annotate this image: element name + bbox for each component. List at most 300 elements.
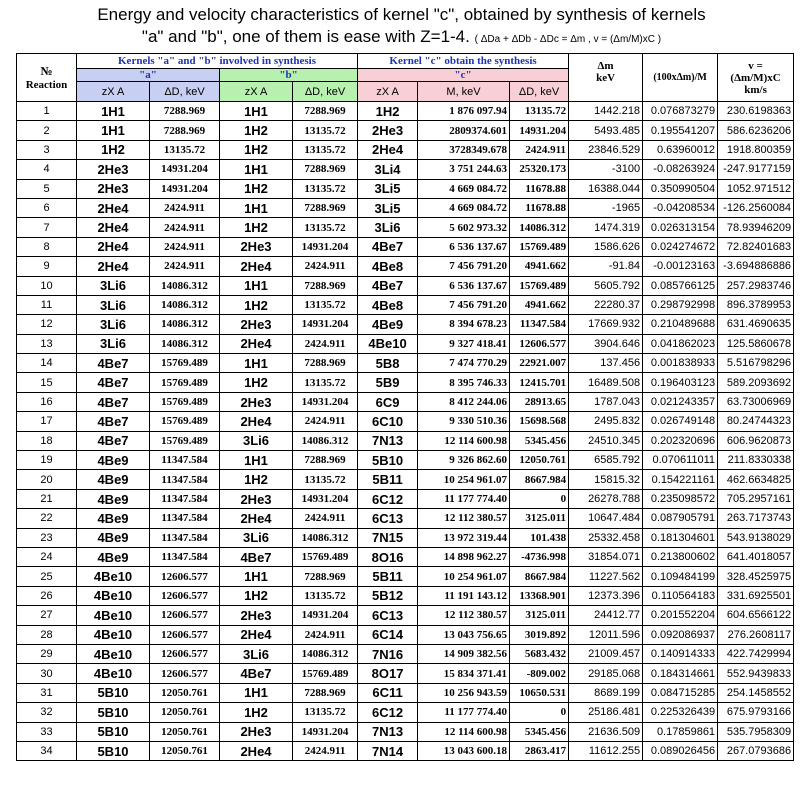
reaction-number-cell: 20 bbox=[17, 470, 77, 489]
velocity-cell: 422.7429994 bbox=[718, 644, 794, 663]
kernel-c-mass-cell: 12 114 600.98 bbox=[418, 722, 510, 741]
ratio-cell: 0.076873279 bbox=[643, 102, 718, 121]
ratio-cell: 0.195541207 bbox=[643, 121, 718, 140]
kernel-b-dd-cell: 7288.969 bbox=[293, 451, 358, 470]
kernel-c-mass-cell: 11 191 143.12 bbox=[418, 586, 510, 605]
kernel-c-dd-cell: 11347.584 bbox=[510, 315, 569, 334]
kernel-c-cell: 3Li5 bbox=[358, 179, 418, 198]
ratio-cell: 0.041862023 bbox=[643, 334, 718, 353]
delta-m-cell: 12373.396 bbox=[569, 586, 643, 605]
kernel-a-cell: 2He3 bbox=[77, 160, 150, 179]
title-line-2 bbox=[0, 26, 803, 51]
kernel-a-dd-cell: 11347.584 bbox=[150, 547, 220, 566]
kernel-a-cell: 4Be7 bbox=[77, 412, 150, 431]
kernel-a-dd-cell: 12606.577 bbox=[150, 567, 220, 586]
table-row bbox=[17, 218, 794, 237]
kernel-c-dd-cell: 5683.432 bbox=[510, 644, 569, 663]
table-row bbox=[17, 237, 794, 256]
kernel-b-dd-cell: 14086.312 bbox=[293, 528, 358, 547]
kernel-a-cell: 4Be10 bbox=[77, 664, 150, 683]
kernel-a-cell: 4Be9 bbox=[77, 509, 150, 528]
kernel-c-mass-cell: 4 669 084.72 bbox=[418, 179, 510, 198]
delta-m-cell: 21636.509 bbox=[569, 722, 643, 741]
reaction-number-cell: 26 bbox=[17, 586, 77, 605]
kernel-c-mass-cell: 7 456 791.20 bbox=[418, 257, 510, 276]
kernel-b-dd-cell: 13135.72 bbox=[293, 121, 358, 140]
kernel-b-cell: 2He3 bbox=[220, 606, 293, 625]
kernel-b-dd-cell: 14931.204 bbox=[293, 392, 358, 411]
table-row bbox=[17, 198, 794, 217]
header-b-dd: ΔD, keV bbox=[293, 82, 358, 102]
kernel-a-cell: 4Be9 bbox=[77, 470, 150, 489]
delta-m-cell: 2495.832 bbox=[569, 412, 643, 431]
ratio-cell: 0.001838933 bbox=[643, 354, 718, 373]
kernel-a-cell: 4Be9 bbox=[77, 528, 150, 547]
kernel-a-dd-cell: 15769.489 bbox=[150, 373, 220, 392]
table-row bbox=[17, 489, 794, 508]
reaction-number-cell: 3 bbox=[17, 140, 77, 159]
kernel-b-cell: 1H1 bbox=[220, 276, 293, 295]
kernel-c-cell: 6C10 bbox=[358, 412, 418, 431]
velocity-cell: 78.93946209 bbox=[718, 218, 794, 237]
reaction-number-cell: 25 bbox=[17, 567, 77, 586]
velocity-cell: 125.5860678 bbox=[718, 334, 794, 353]
velocity-cell: -3.694886886 bbox=[718, 257, 794, 276]
kernel-c-cell: 8O17 bbox=[358, 664, 418, 683]
kernel-b-cell: 2He4 bbox=[220, 741, 293, 760]
header-reaction-no bbox=[17, 54, 77, 102]
kernel-a-cell: 3Li6 bbox=[77, 334, 150, 353]
kernel-a-cell: 3Li6 bbox=[77, 295, 150, 314]
header-velocity bbox=[718, 54, 794, 102]
kernel-b-dd-cell: 14931.204 bbox=[293, 606, 358, 625]
kernel-c-cell: 7N14 bbox=[358, 741, 418, 760]
header-dm-label: Δm bbox=[597, 60, 614, 72]
kernel-a-dd-cell: 7288.969 bbox=[150, 121, 220, 140]
header-a-dd: ΔD, keV bbox=[150, 82, 220, 102]
kernel-b-dd-cell: 13135.72 bbox=[293, 586, 358, 605]
velocity-cell: 80.24744323 bbox=[718, 412, 794, 431]
header-v-unit: km/s bbox=[744, 83, 767, 96]
reaction-number-cell: 33 bbox=[17, 722, 77, 741]
kernel-b-dd-cell: 2424.911 bbox=[293, 257, 358, 276]
ratio-cell: 0.201552204 bbox=[643, 606, 718, 625]
velocity-cell: 586.6236206 bbox=[718, 121, 794, 140]
table-row bbox=[17, 412, 794, 431]
table-row bbox=[17, 295, 794, 314]
table-row bbox=[17, 121, 794, 140]
kernel-b-cell: 4Be7 bbox=[220, 664, 293, 683]
table-row bbox=[17, 315, 794, 334]
delta-m-cell: 5605.792 bbox=[569, 276, 643, 295]
ratio-cell: 0.17859861 bbox=[643, 722, 718, 741]
kernel-c-cell: 7N15 bbox=[358, 528, 418, 547]
kernel-a-dd-cell: 12050.761 bbox=[150, 722, 220, 741]
velocity-cell: 211.8330338 bbox=[718, 451, 794, 470]
table-row bbox=[17, 528, 794, 547]
reaction-number-cell: 19 bbox=[17, 451, 77, 470]
delta-m-cell: 1586.626 bbox=[569, 237, 643, 256]
kernel-c-mass-cell: 12 112 380.57 bbox=[418, 509, 510, 528]
delta-m-cell: -91.84 bbox=[569, 257, 643, 276]
kernel-b-dd-cell: 13135.72 bbox=[293, 218, 358, 237]
kernel-b-cell: 4Be7 bbox=[220, 547, 293, 566]
kernel-a-dd-cell: 11347.584 bbox=[150, 509, 220, 528]
kernel-a-dd-cell: 12606.577 bbox=[150, 606, 220, 625]
kernel-c-cell: 6C13 bbox=[358, 509, 418, 528]
kernel-c-cell: 6C14 bbox=[358, 625, 418, 644]
reaction-number-cell: 15 bbox=[17, 373, 77, 392]
header-c-dd: ΔD, keV bbox=[510, 82, 569, 102]
delta-m-cell: 10647.484 bbox=[569, 509, 643, 528]
kernel-c-mass-cell: 11 177 774.40 bbox=[418, 489, 510, 508]
reaction-number-cell: 5 bbox=[17, 179, 77, 198]
ratio-cell: 0.087905791 bbox=[643, 509, 718, 528]
kernel-a-cell: 4Be7 bbox=[77, 354, 150, 373]
ratio-cell: 0.021243357 bbox=[643, 392, 718, 411]
table-row bbox=[17, 102, 794, 121]
kernel-c-mass-cell: 10 254 961.07 bbox=[418, 470, 510, 489]
reaction-number-cell: 31 bbox=[17, 683, 77, 702]
kernel-b-dd-cell: 7288.969 bbox=[293, 354, 358, 373]
velocity-cell: 328.4525975 bbox=[718, 567, 794, 586]
velocity-cell: 631.4690635 bbox=[718, 315, 794, 334]
ratio-cell: -0.04208534 bbox=[643, 198, 718, 217]
delta-m-cell: 21009.457 bbox=[569, 644, 643, 663]
ratio-cell: 0.225326439 bbox=[643, 703, 718, 722]
kernel-c-mass-cell: 12 112 380.57 bbox=[418, 606, 510, 625]
velocity-cell: 230.6198363 bbox=[718, 102, 794, 121]
velocity-cell: 896.3789953 bbox=[718, 295, 794, 314]
header-v-formula: (Δm/M)xC bbox=[730, 71, 781, 84]
kernel-b-dd-cell: 15769.489 bbox=[293, 547, 358, 566]
kernel-c-mass-cell: 13 043 756.65 bbox=[418, 625, 510, 644]
kernel-c-mass-cell: 2809374.601 bbox=[418, 121, 510, 140]
kernel-c-dd-cell: 15769.489 bbox=[510, 276, 569, 295]
header-ab-group: Kernels "a" and "b" involved in synthesis bbox=[77, 54, 358, 69]
kernel-a-dd-cell: 12606.577 bbox=[150, 625, 220, 644]
kernel-b-cell: 2He4 bbox=[220, 412, 293, 431]
reaction-number-cell: 7 bbox=[17, 218, 77, 237]
kernel-a-dd-cell: 14931.204 bbox=[150, 160, 220, 179]
kernel-c-mass-cell: 9 326 862.60 bbox=[418, 451, 510, 470]
table-row bbox=[17, 276, 794, 295]
header-no-symbol: № bbox=[40, 64, 53, 78]
kernel-c-mass-cell: 8 395 746.33 bbox=[418, 373, 510, 392]
velocity-cell: 254.1458552 bbox=[718, 683, 794, 702]
delta-m-cell: 23846.529 bbox=[569, 140, 643, 159]
table-row bbox=[17, 160, 794, 179]
kernel-b-cell: 1H2 bbox=[220, 470, 293, 489]
reaction-number-cell: 13 bbox=[17, 334, 77, 353]
kernel-c-mass-cell: 9 330 510.36 bbox=[418, 412, 510, 431]
kernel-a-cell: 4Be7 bbox=[77, 431, 150, 450]
kernel-c-dd-cell: 12415.701 bbox=[510, 373, 569, 392]
velocity-cell: 604.6566122 bbox=[718, 606, 794, 625]
kernel-b-dd-cell: 2424.911 bbox=[293, 625, 358, 644]
kernel-c-cell: 4Be10 bbox=[358, 334, 418, 353]
kernel-c-dd-cell: 14931.204 bbox=[510, 121, 569, 140]
reaction-number-cell: 14 bbox=[17, 354, 77, 373]
kernel-c-dd-cell: 3019.892 bbox=[510, 625, 569, 644]
kernel-c-cell: 7N13 bbox=[358, 722, 418, 741]
delta-m-cell: 12011.596 bbox=[569, 625, 643, 644]
velocity-cell: 552.9439833 bbox=[718, 664, 794, 683]
kernel-c-cell: 5B12 bbox=[358, 586, 418, 605]
kernel-a-dd-cell: 14086.312 bbox=[150, 295, 220, 314]
kernel-c-mass-cell: 1 876 097.94 bbox=[418, 102, 510, 121]
kernel-a-dd-cell: 12606.577 bbox=[150, 644, 220, 663]
kernel-c-mass-cell: 14 898 962.27 bbox=[418, 547, 510, 566]
velocity-cell: 257.2983746 bbox=[718, 276, 794, 295]
kernel-c-dd-cell: 0 bbox=[510, 489, 569, 508]
title-formula: ( ΔDa + ΔDb - ΔDc = Δm , v = (Δm/M)xC ) bbox=[474, 34, 662, 45]
kernel-b-cell: 1H1 bbox=[220, 198, 293, 217]
kernel-b-dd-cell: 14931.204 bbox=[293, 722, 358, 741]
kernel-b-cell: 1H1 bbox=[220, 451, 293, 470]
delta-m-cell: 31854.071 bbox=[569, 547, 643, 566]
kernel-b-cell: 1H1 bbox=[220, 354, 293, 373]
kernel-b-cell: 2He3 bbox=[220, 489, 293, 508]
kernel-b-cell: 2He3 bbox=[220, 722, 293, 741]
velocity-cell: 589.2093692 bbox=[718, 373, 794, 392]
delta-m-cell: -1965 bbox=[569, 198, 643, 217]
ratio-cell: 0.202320696 bbox=[643, 431, 718, 450]
kernel-b-dd-cell: 2424.911 bbox=[293, 509, 358, 528]
kernel-c-mass-cell: 14 909 382.56 bbox=[418, 644, 510, 663]
kernel-c-dd-cell: 12606.577 bbox=[510, 334, 569, 353]
table-row bbox=[17, 451, 794, 470]
header-c-zxa: zX A bbox=[358, 82, 418, 102]
reaction-number-cell: 22 bbox=[17, 509, 77, 528]
header-dm-unit: keV bbox=[596, 72, 616, 84]
table-row bbox=[17, 392, 794, 411]
kernel-a-dd-cell: 11347.584 bbox=[150, 451, 220, 470]
ratio-cell: 0.085766125 bbox=[643, 276, 718, 295]
reaction-number-cell: 9 bbox=[17, 257, 77, 276]
kernel-c-dd-cell: 13135.72 bbox=[510, 102, 569, 121]
reaction-number-cell: 21 bbox=[17, 489, 77, 508]
kernel-c-dd-cell: 11678.88 bbox=[510, 198, 569, 217]
kernel-a-dd-cell: 15769.489 bbox=[150, 354, 220, 373]
velocity-cell: -126.2560084 bbox=[718, 198, 794, 217]
kernel-b-dd-cell: 13135.72 bbox=[293, 703, 358, 722]
reaction-number-cell: 6 bbox=[17, 198, 77, 217]
kernel-c-dd-cell: 11678.88 bbox=[510, 179, 569, 198]
table-row bbox=[17, 334, 794, 353]
header-c-group: Kernel "c" obtain the synthesis bbox=[358, 54, 569, 69]
ratio-cell: 0.298792998 bbox=[643, 295, 718, 314]
kernel-c-mass-cell: 12 114 600.98 bbox=[418, 431, 510, 450]
kernel-b-cell: 3Li6 bbox=[220, 528, 293, 547]
table-body bbox=[17, 102, 794, 761]
reaction-number-cell: 27 bbox=[17, 606, 77, 625]
ratio-cell: 0.184314661 bbox=[643, 664, 718, 683]
table-row bbox=[17, 625, 794, 644]
kernel-c-cell: 4Be7 bbox=[358, 276, 418, 295]
ratio-cell: 0.026313154 bbox=[643, 218, 718, 237]
kernel-a-cell: 4Be10 bbox=[77, 644, 150, 663]
velocity-cell: 331.6925501 bbox=[718, 586, 794, 605]
kernel-b-dd-cell: 7288.969 bbox=[293, 160, 358, 179]
table-row bbox=[17, 567, 794, 586]
kernel-a-cell: 2He3 bbox=[77, 179, 150, 198]
kernel-a-dd-cell: 2424.911 bbox=[150, 257, 220, 276]
kernel-b-dd-cell: 7288.969 bbox=[293, 276, 358, 295]
reaction-table bbox=[16, 53, 794, 761]
kernel-c-cell: 5B11 bbox=[358, 567, 418, 586]
velocity-cell: 5.516798296 bbox=[718, 354, 794, 373]
kernel-c-dd-cell: 15769.489 bbox=[510, 237, 569, 256]
table-row bbox=[17, 470, 794, 489]
reaction-number-cell: 8 bbox=[17, 237, 77, 256]
table-row bbox=[17, 140, 794, 159]
kernel-a-cell: 4Be9 bbox=[77, 451, 150, 470]
kernel-c-dd-cell: 5345.456 bbox=[510, 431, 569, 450]
kernel-a-cell: 4Be9 bbox=[77, 547, 150, 566]
velocity-cell: 462.6634825 bbox=[718, 470, 794, 489]
kernel-c-mass-cell: 10 256 943.59 bbox=[418, 683, 510, 702]
kernel-c-cell: 2He4 bbox=[358, 140, 418, 159]
kernel-a-cell: 4Be10 bbox=[77, 567, 150, 586]
title-line-2-text: "a" and "b", one of them is ease with Z=1-4. bbox=[141, 27, 470, 46]
table-row bbox=[17, 373, 794, 392]
velocity-cell: 1918.800359 bbox=[718, 140, 794, 159]
kernel-c-cell: 6C13 bbox=[358, 606, 418, 625]
table-row bbox=[17, 179, 794, 198]
velocity-cell: 263.7173743 bbox=[718, 509, 794, 528]
kernel-b-cell: 2He4 bbox=[220, 625, 293, 644]
kernel-c-cell: 3Li5 bbox=[358, 198, 418, 217]
ratio-cell: 0.024274672 bbox=[643, 237, 718, 256]
kernel-a-dd-cell: 2424.911 bbox=[150, 198, 220, 217]
kernel-a-dd-cell: 15769.489 bbox=[150, 392, 220, 411]
kernel-a-dd-cell: 13135.72 bbox=[150, 140, 220, 159]
kernel-b-dd-cell: 2424.911 bbox=[293, 412, 358, 431]
kernel-b-cell: 1H2 bbox=[220, 140, 293, 159]
reaction-number-cell: 28 bbox=[17, 625, 77, 644]
ratio-cell: 0.092086937 bbox=[643, 625, 718, 644]
ratio-cell: 0.210489688 bbox=[643, 315, 718, 334]
kernel-b-cell: 1H1 bbox=[220, 160, 293, 179]
kernel-b-cell: 1H1 bbox=[220, 102, 293, 121]
kernel-b-dd-cell: 14931.204 bbox=[293, 237, 358, 256]
kernel-a-cell: 1H1 bbox=[77, 102, 150, 121]
delta-m-cell: 15815.32 bbox=[569, 470, 643, 489]
kernel-c-cell: 6C11 bbox=[358, 683, 418, 702]
kernel-b-cell: 2He4 bbox=[220, 257, 293, 276]
table-row bbox=[17, 509, 794, 528]
velocity-cell: 543.9138029 bbox=[718, 528, 794, 547]
kernel-a-cell: 4Be7 bbox=[77, 373, 150, 392]
kernel-c-dd-cell: 3125.011 bbox=[510, 606, 569, 625]
kernel-a-dd-cell: 11347.584 bbox=[150, 470, 220, 489]
kernel-c-mass-cell: 10 254 961.07 bbox=[418, 567, 510, 586]
reaction-number-cell: 18 bbox=[17, 431, 77, 450]
kernel-b-dd-cell: 15769.489 bbox=[293, 664, 358, 683]
kernel-b-dd-cell: 14086.312 bbox=[293, 431, 358, 450]
kernel-c-mass-cell: 4 669 084.72 bbox=[418, 198, 510, 217]
delta-m-cell: 8689.199 bbox=[569, 683, 643, 702]
kernel-a-cell: 4Be10 bbox=[77, 606, 150, 625]
kernel-c-mass-cell: 3728349.678 bbox=[418, 140, 510, 159]
ratio-cell: 0.181304601 bbox=[643, 528, 718, 547]
kernel-c-mass-cell: 6 536 137.67 bbox=[418, 276, 510, 295]
kernel-b-dd-cell: 13135.72 bbox=[293, 179, 358, 198]
kernel-c-dd-cell: 3125.011 bbox=[510, 509, 569, 528]
kernel-c-mass-cell: 15 834 371.41 bbox=[418, 664, 510, 683]
table-row bbox=[17, 547, 794, 566]
table-row bbox=[17, 606, 794, 625]
kernel-a-dd-cell: 11347.584 bbox=[150, 489, 220, 508]
velocity-cell: 606.9620873 bbox=[718, 431, 794, 450]
velocity-cell: 535.7958309 bbox=[718, 722, 794, 741]
kernel-a-cell: 5B10 bbox=[77, 683, 150, 702]
table-row bbox=[17, 257, 794, 276]
delta-m-cell: 137.456 bbox=[569, 354, 643, 373]
velocity-cell: 267.0793686 bbox=[718, 741, 794, 760]
delta-m-cell: -3100 bbox=[569, 160, 643, 179]
kernel-c-cell: 7N16 bbox=[358, 644, 418, 663]
kernel-b-dd-cell: 13135.72 bbox=[293, 295, 358, 314]
kernel-c-mass-cell: 8 412 244.06 bbox=[418, 392, 510, 411]
kernel-b-cell: 2He4 bbox=[220, 509, 293, 528]
kernel-c-cell: 5B9 bbox=[358, 373, 418, 392]
ratio-cell: -0.08263924 bbox=[643, 160, 718, 179]
kernel-a-dd-cell: 14086.312 bbox=[150, 276, 220, 295]
delta-m-cell: 29185.068 bbox=[569, 664, 643, 683]
reaction-number-cell: 4 bbox=[17, 160, 77, 179]
kernel-b-dd-cell: 13135.72 bbox=[293, 373, 358, 392]
kernel-a-dd-cell: 12606.577 bbox=[150, 664, 220, 683]
delta-m-cell: 17669.932 bbox=[569, 315, 643, 334]
kernel-a-cell: 2He4 bbox=[77, 257, 150, 276]
kernel-a-dd-cell: 12606.577 bbox=[150, 586, 220, 605]
kernel-c-cell: 6C12 bbox=[358, 489, 418, 508]
kernel-a-dd-cell: 2424.911 bbox=[150, 218, 220, 237]
kernel-c-cell: 3Li6 bbox=[358, 218, 418, 237]
kernel-c-mass-cell: 11 177 774.40 bbox=[418, 703, 510, 722]
header-b-zxa: zX A bbox=[220, 82, 293, 102]
kernel-c-dd-cell: 0 bbox=[510, 703, 569, 722]
kernel-a-cell: 2He4 bbox=[77, 198, 150, 217]
reaction-number-cell: 29 bbox=[17, 644, 77, 663]
kernel-c-cell: 6C9 bbox=[358, 392, 418, 411]
kernel-c-cell: 8O16 bbox=[358, 547, 418, 566]
delta-m-cell: 3904.646 bbox=[569, 334, 643, 353]
kernel-c-cell: 5B8 bbox=[358, 354, 418, 373]
kernel-c-dd-cell: 25320.173 bbox=[510, 160, 569, 179]
ratio-cell: 0.110564183 bbox=[643, 586, 718, 605]
delta-m-cell: 25332.458 bbox=[569, 528, 643, 547]
kernel-b-dd-cell: 7288.969 bbox=[293, 198, 358, 217]
kernel-c-mass-cell: 7 456 791.20 bbox=[418, 295, 510, 314]
kernel-c-dd-cell: 14086.312 bbox=[510, 218, 569, 237]
reaction-number-cell: 24 bbox=[17, 547, 77, 566]
kernel-a-cell: 5B10 bbox=[77, 722, 150, 741]
ratio-cell: 0.140914333 bbox=[643, 644, 718, 663]
table-row bbox=[17, 683, 794, 702]
kernel-b-cell: 1H2 bbox=[220, 218, 293, 237]
kernel-a-cell: 4Be7 bbox=[77, 392, 150, 411]
kernel-c-mass-cell: 7 474 770.29 bbox=[418, 354, 510, 373]
kernel-b-cell: 1H1 bbox=[220, 683, 293, 702]
kernel-c-cell: 4Be7 bbox=[358, 237, 418, 256]
delta-m-cell: 22280.37 bbox=[569, 295, 643, 314]
header-kernel-c: "c" bbox=[358, 69, 569, 82]
kernel-a-dd-cell: 14086.312 bbox=[150, 315, 220, 334]
kernel-c-dd-cell: 8667.984 bbox=[510, 470, 569, 489]
